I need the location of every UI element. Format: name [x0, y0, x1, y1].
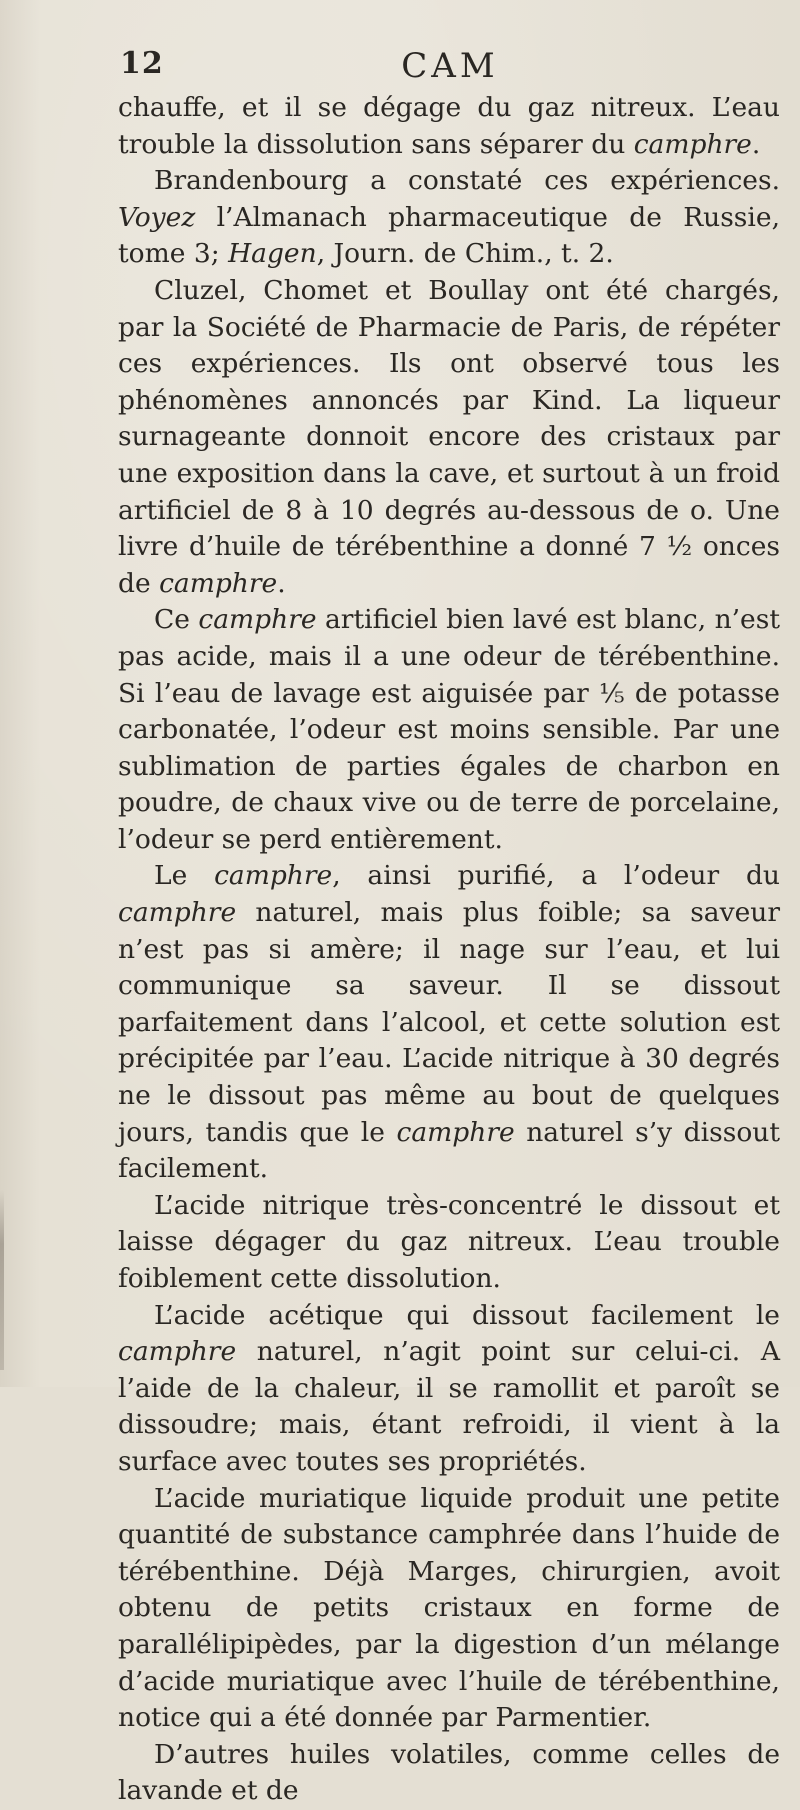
- italic-term: camphre: [214, 860, 333, 892]
- text-run: chauffe, et il se dégage du gaz nitreux. L’eau trouble la dissolution sans séparer du: [118, 92, 780, 160]
- text-run: .: [277, 567, 286, 599]
- text-run: naturel, mais plus foible; sa saveur n’est pas si amère; il nage sur l’eau, et lui communique sa saveur. Il se dissout parfaitement dans l’alcool, et cette solution est précipitée par l’eau. L’acide nitrique à 30 degrés ne le dissout pas même au bout de quelques jours, tandis que le: [118, 897, 780, 1148]
- text-run: , ainsi purifié, a l’odeur du: [332, 860, 780, 892]
- text-run: L’acide muriatique liquide produit une petite quantité de substance camphrée dans l’huide de térébenthine. Déjà Marges, chirurgien, avoit obtenu de petits cristaux en forme de parallélipipèdes, par la digestion d’un mélange d’acide muriatique avec l’huile de térébenthine, notice qui a été donnée par Parmentier.: [118, 1482, 780, 1734]
- paragraph-p9: [118, 1737, 780, 1810]
- italic-term: Voyez: [118, 201, 196, 233]
- paragraph-p2: [118, 163, 780, 273]
- italic-term: camphre: [159, 567, 278, 599]
- text-run: Cluzel, Chomet et Boullay ont été chargés, par la Société de Pharmacie de Paris, de répéter ces expériences. Ils ont observé tous les phénomènes annoncés par Kind. La liqueur surnageante donnoit encore des cristaux par une exposition dans la cave, et surtout à un froid artificiel de 8 à 10 degrés au-dessous de o. Une livre d’huile de térébenthine a donné 7 ½ onces de: [118, 274, 780, 599]
- text-run: Le: [154, 860, 215, 892]
- text-run: Ce: [154, 604, 199, 636]
- running-head: CAM: [401, 46, 499, 86]
- text-run: naturel s’y dissout facilement.: [118, 1116, 780, 1185]
- page-number: 12: [120, 46, 164, 81]
- italic-term: camphre: [118, 897, 237, 929]
- paragraph-p3: [118, 273, 780, 602]
- page-header: [120, 46, 780, 86]
- text-run: Brandenbourg a constaté ces expériences.: [154, 165, 780, 197]
- text-run: D’autres huiles volatiles, comme celles de lavande et de: [118, 1738, 780, 1807]
- italic-term: camphre: [198, 604, 317, 636]
- text-run: .: [751, 128, 761, 160]
- text-run: L’acide nitrique très-concentré le dissout et laisse dégager du gaz nitreux. L’eau trouble foiblement cette dissolution.: [118, 1189, 780, 1294]
- body-text: [118, 90, 780, 1810]
- text-run: L’acide acétique qui dissout facilement le: [154, 1299, 780, 1331]
- paragraph-p5: [118, 858, 780, 1187]
- paragraph-p7: [118, 1298, 780, 1481]
- paragraph-p6: [118, 1188, 780, 1298]
- text-run: , Journ. de Chim., t. 2.: [316, 238, 614, 270]
- italic-term: camphre: [396, 1116, 515, 1148]
- italic-term: camphre: [633, 128, 752, 160]
- text-run: naturel, n’agit point sur celui-ci. A l’aide de la chaleur, il se ramollit et paroît se dissoudre; mais, étant refroidi, il vient à la surface avec toutes ses propriétés.: [118, 1336, 780, 1477]
- paragraph-p8: [118, 1481, 780, 1737]
- text-run: l’Almanach pharmaceutique de Russie, tome 3;: [118, 201, 780, 270]
- paragraph-p4: [118, 602, 780, 858]
- page-edge-shadow: [0, 1190, 4, 1370]
- italic-term: camphre: [118, 1336, 237, 1368]
- italic-term: Hagen: [228, 238, 317, 270]
- text-run: artificiel bien lavé est blanc, n’est pas acide, mais il a une odeur de térébenthine. Si l’eau de lavage est aiguisée par ⅕ de potasse carbonatée, l’odeur est moins sensible. Par une sublimation de parties égales de charbon en poudre, de chaux vive ou de terre de porcelaine, l’odeur se perd entièrement.: [118, 604, 780, 855]
- paragraph-p1: [118, 90, 780, 163]
